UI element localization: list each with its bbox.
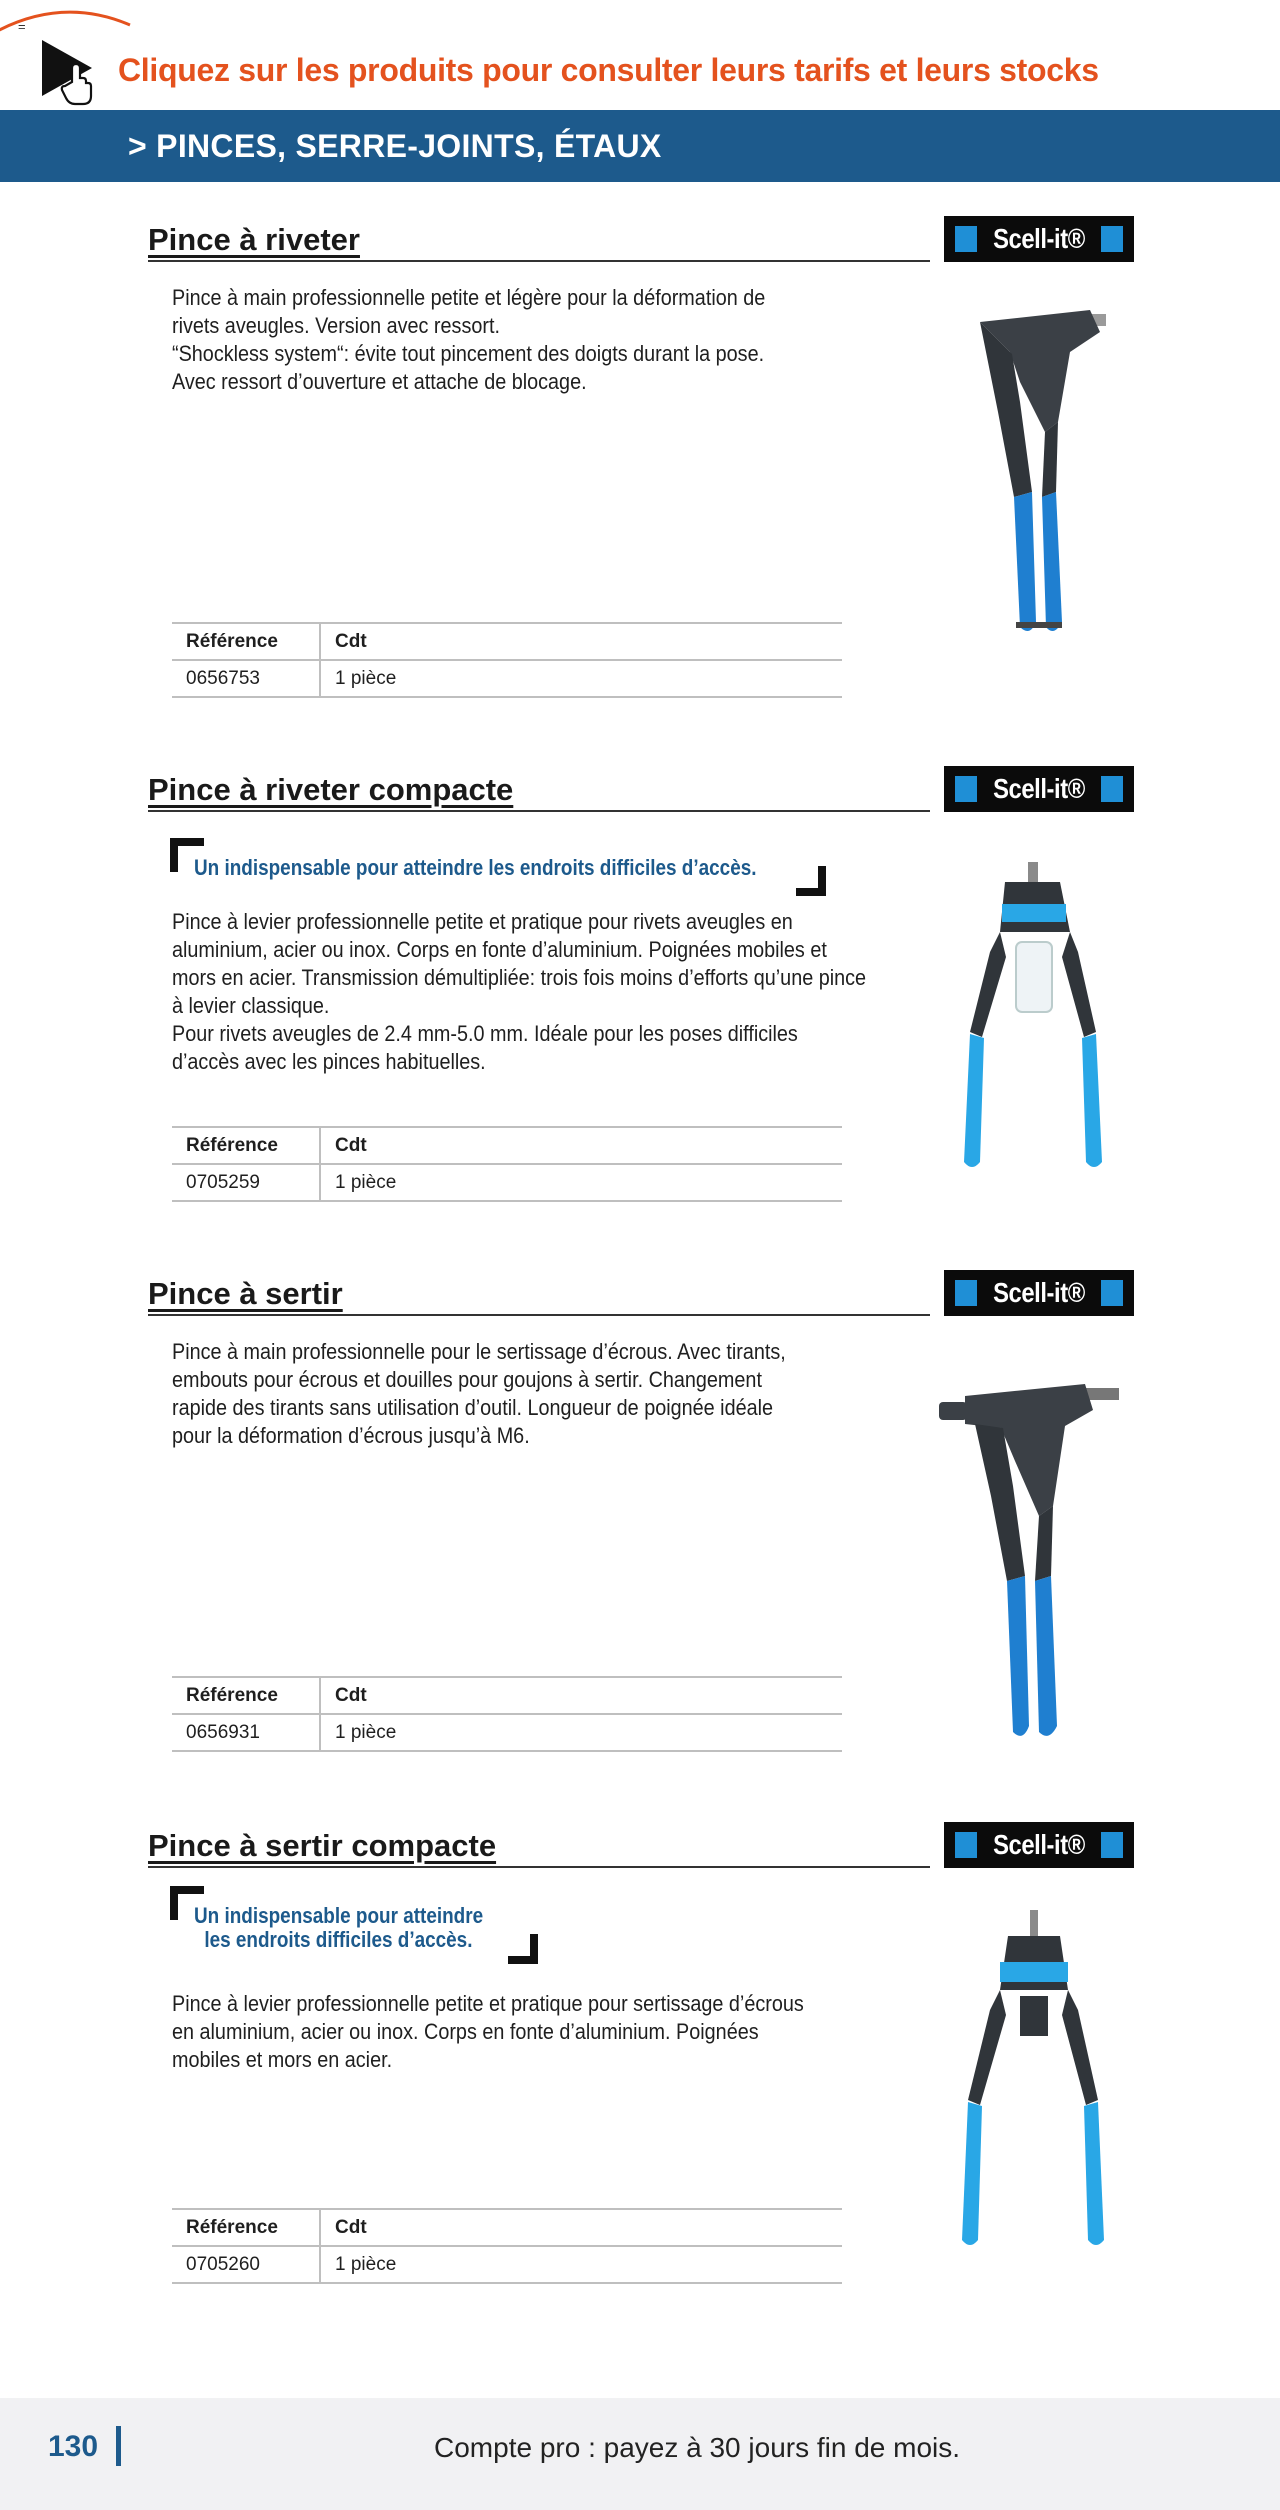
compact-rivet-tool-image[interactable] <box>950 862 1120 1222</box>
product-title[interactable]: Pince à riveter <box>148 222 360 257</box>
reference-cell[interactable]: 0656753 <box>172 660 320 697</box>
brand-badge <box>944 216 1134 262</box>
footer-note: Compte pro : payez à 30 jours fin de mois. <box>434 2432 961 2463</box>
brand-badge <box>944 1822 1134 1868</box>
table-row[interactable] <box>172 660 842 697</box>
table-row[interactable] <box>172 2246 842 2283</box>
col-reference: Référence <box>172 2209 320 2246</box>
product-title[interactable]: Pince à sertir <box>148 1276 343 1311</box>
reference-cell[interactable]: 0656931 <box>172 1714 320 1751</box>
col-reference: Référence <box>172 1677 320 1714</box>
table-row[interactable] <box>172 1714 842 1751</box>
brand-badge <box>944 1270 1134 1316</box>
reference-table <box>172 622 842 698</box>
product-description: Pince à main professionnelle petite et légère pour la déformation de rivets aveugles. Version avec ressort. “Shockless system“: évite tout pincement des doigts durant la pose. Avec ressort d’ouverture et attache de blocage. <box>172 285 766 394</box>
brand-square-right <box>1101 1832 1123 1858</box>
corner-bracket-bottom-right <box>796 866 826 896</box>
col-cdt: Cdt <box>320 1677 842 1714</box>
category-title: > PINCES, SERRE-JOINTS, ÉTAUX <box>128 128 662 164</box>
brand-square-right <box>1101 1280 1123 1306</box>
table-header-row <box>172 1127 842 1164</box>
reference-table <box>172 2208 842 2284</box>
top-call-to-action[interactable] <box>0 0 1280 108</box>
product-description: Pince à main professionnelle pour le sertissage d’écrous. Avec tirants, embouts pour écrous et douilles pour goujons à sertir. Changement rapide des tirants sans utilisation d’outil. Longueur de poignée idéale pour la déformation d’écrous jusqu’à M6. <box>172 1339 786 1448</box>
brand-name: Scell-it® <box>993 1277 1085 1308</box>
rivet-tool-image[interactable] <box>950 292 1130 722</box>
title-rule <box>148 1866 930 1868</box>
compact-nut-tool-image[interactable] <box>950 1910 1120 2290</box>
product-title[interactable]: Pince à sertir compacte <box>148 1828 497 1863</box>
title-rule <box>148 260 930 262</box>
brand-square-left <box>955 1832 977 1858</box>
reference-cell[interactable]: 0705259 <box>172 1164 320 1201</box>
cdt-cell: 1 pièce <box>320 1714 842 1751</box>
brand-square-left <box>955 1280 977 1306</box>
col-reference: Référence <box>172 623 320 660</box>
menu-glyph: = <box>18 19 26 34</box>
title-rule <box>148 1314 930 1316</box>
brand-name: Scell-it® <box>993 1829 1085 1860</box>
cdt-cell: 1 pièce <box>320 1164 842 1201</box>
cdt-cell: 1 pièce <box>320 2246 842 2283</box>
brand-name: Scell-it® <box>993 223 1085 254</box>
table-header-row <box>172 623 842 660</box>
brand-square-right <box>1101 776 1123 802</box>
tagline: Un indispensable pour atteindre les endroits difficiles d’accès. <box>194 1903 484 1952</box>
reference-cell[interactable]: 0705260 <box>172 2246 320 2283</box>
table-row[interactable] <box>172 1164 842 1201</box>
product-description: Pince à levier professionnelle petite et pratique pour sertissage d’écrous en aluminium, acier ou inox. Corps en fonte d’aluminium. Poignées mobiles et mors en acier. <box>172 1991 804 2072</box>
brand-square-right <box>1101 226 1123 252</box>
reference-table <box>172 1126 842 1202</box>
tagline: Un indispensable pour atteindre les endroits difficiles d’accès. <box>194 855 757 880</box>
col-cdt: Cdt <box>320 1127 842 1164</box>
table-header-row <box>172 2209 842 2246</box>
cta-text[interactable]: Cliquez sur les produits pour consulter leurs tarifs et leurs stocks <box>118 52 1099 88</box>
brand-badge <box>944 766 1134 812</box>
product-description: Pince à levier professionnelle petite et pratique pour rivets aveugles en aluminium, acier ou inox. Corps en fonte d’aluminium. Poignées mobiles et mors en acier. Transmission démultipliée: trois fois moins d’efforts qu’une pince à levier classique. Pour rivets aveugles de 2.4 mm-5.0 mm. Idéale pour les poses difficiles d’accès avec les pinces habituelles. <box>172 909 867 1074</box>
page-separator <box>116 2426 121 2466</box>
nut-setting-tool-image[interactable] <box>935 1366 1135 1786</box>
title-rule <box>148 810 930 812</box>
brand-name: Scell-it® <box>993 773 1085 804</box>
col-cdt: Cdt <box>320 623 842 660</box>
cdt-cell: 1 pièce <box>320 660 842 697</box>
brand-square-left <box>955 776 977 802</box>
brand-square-left <box>955 226 977 252</box>
col-reference: Référence <box>172 1127 320 1164</box>
play-cursor-icon[interactable] <box>40 38 100 108</box>
page-number: 130 <box>48 2430 99 2463</box>
reference-table <box>172 1676 842 1752</box>
product-title[interactable]: Pince à riveter compacte <box>148 772 514 807</box>
table-header-row <box>172 1677 842 1714</box>
corner-bracket-bottom-right <box>508 1934 538 1964</box>
col-cdt: Cdt <box>320 2209 842 2246</box>
